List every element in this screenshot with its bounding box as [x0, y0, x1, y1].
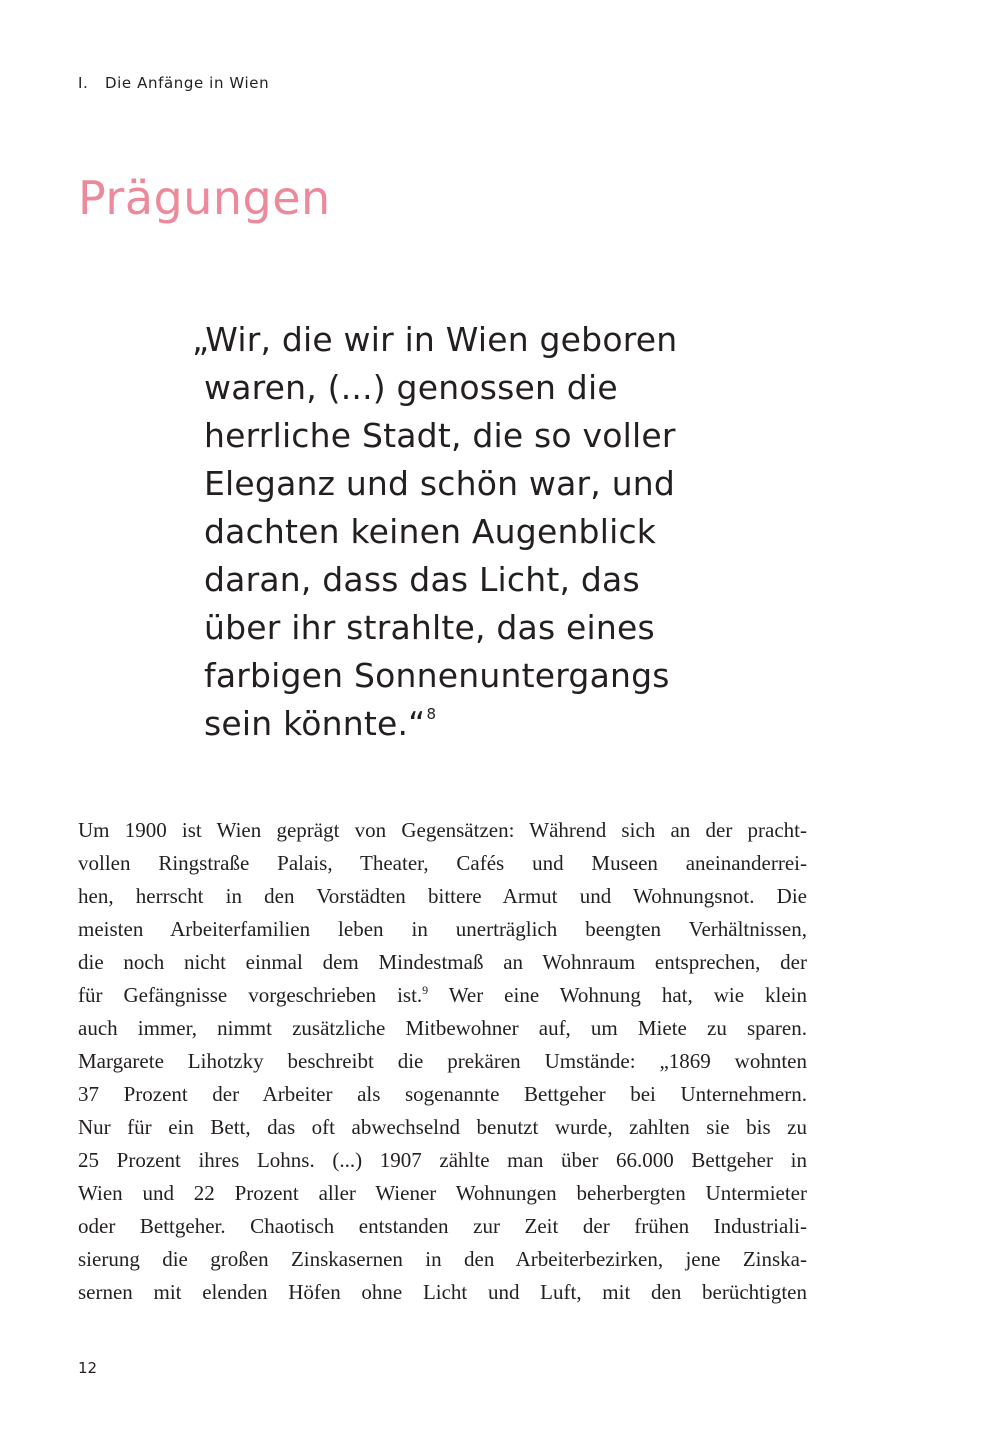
body-line: vollen Ringstraße Palais, Theater, Cafés und Museen aneinanderrei- [78, 851, 807, 875]
running-head-title: Die Anfänge in Wien [105, 74, 270, 92]
body-line: hen, herrscht in den Vorstädten bittere Armut und Wohnungsnot. Die [78, 884, 807, 908]
quote-line: dachten keinen Augenblick [204, 512, 657, 551]
epigraph-quote [192, 316, 792, 754]
body-line: oder Bettgeher. Chaotisch entstanden zur Zeit der frühen Industriali- [78, 1214, 807, 1238]
body-line: Nur für ein Bett, das oft abwechselnd benutzt wurde, zahlten sie bis zu [78, 1115, 807, 1139]
quote-line: „Wir, die wir in Wien geboren [192, 320, 678, 359]
body-line: meisten Arbeiterfamilien leben in unerträglich beengten Verhältnissen, [78, 917, 807, 941]
quote-line-text: sein könnte.“ [204, 704, 426, 743]
body-paragraph [78, 814, 807, 1309]
body-line: Um 1900 ist Wien geprägt von Gegensätzen: Während sich an der pracht- [78, 818, 807, 842]
body-line: Wien und 22 Prozent aller Wiener Wohnungen beherbergten Untermieter [78, 1181, 807, 1205]
running-head [78, 74, 269, 92]
quote-footnote-ref[interactable]: 8 [426, 705, 437, 723]
body-line: Margarete Lihotzky beschreibt die prekären Umstände: „1869 wohnten [78, 1049, 807, 1073]
body-line: 37 Prozent der Arbeiter als sogenannte Bettgeher bei Unternehmern. [78, 1082, 807, 1106]
quote-line: daran, dass das Licht, das [204, 560, 640, 599]
body-line: sernen mit elenden Höfen ohne Licht und Luft, mit den berüchtigten [78, 1280, 807, 1304]
body-line: auch immer, nimmt zusätzliche Mitbewohner auf, um Miete zu sparen. [78, 1016, 807, 1040]
quote-line: Eleganz und schön war, und [204, 464, 676, 503]
quote-line: waren, (...) genossen die [204, 368, 618, 407]
body-line-tail: Wer eine Wohnung hat, wie klein [428, 983, 807, 1007]
body-line: 25 Prozent ihres Lohns. (...) 1907 zählte man über 66.000 Bettgeher in [78, 1148, 807, 1172]
body-footnote-ref[interactable]: 9 [422, 983, 429, 997]
running-head-number: I. [78, 74, 89, 92]
body-line-text: für Gefängnisse vorgeschrieben ist. [78, 983, 423, 1007]
quote-line: herrliche Stadt, die so voller [204, 416, 676, 455]
chapter-title: Prägungen [78, 171, 331, 225]
body-line: die noch nicht einmal dem Mindestmaß an Wohnraum entsprechen, der [78, 950, 807, 974]
quote-line: über ihr strahlte, das eines [204, 608, 655, 647]
page-number: 12 [78, 1359, 98, 1377]
body-line: sierung die großen Zinskasernen in den Arbeiterbezirken, jene Zinska- [78, 1247, 807, 1271]
quote-line-last [192, 700, 792, 754]
body-line-with-footnote [78, 979, 807, 1012]
quote-line: farbigen Sonnenuntergangs [204, 656, 670, 695]
